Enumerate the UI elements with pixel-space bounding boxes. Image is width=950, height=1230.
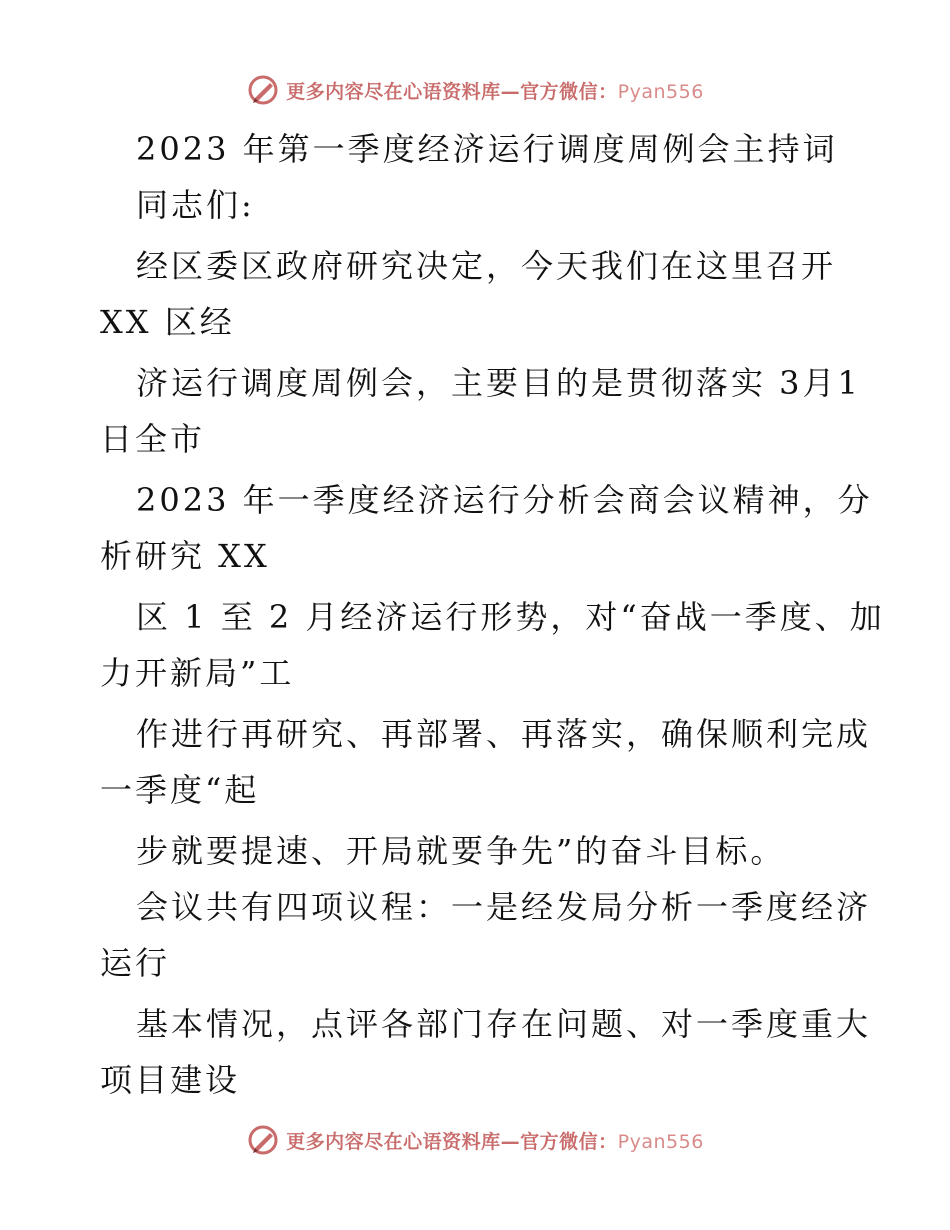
text-line: 会议共有四项议程：一是经发局分析一季度经济 xyxy=(136,888,872,926)
watermark-id: Pyan556 xyxy=(617,80,704,103)
text-line: 析研究 XX xyxy=(100,537,270,575)
text-line: 济运行调度周例会，主要目的是贯彻落实 3月1 xyxy=(136,364,861,402)
text-line: 2023 年第一季度经济运行调度周例会主持词 xyxy=(136,130,838,168)
pen-logo-icon xyxy=(246,1123,280,1157)
header-watermark xyxy=(0,70,950,110)
watermark-text xyxy=(286,1127,704,1154)
watermark-id: Pyan556 xyxy=(617,1130,704,1153)
text-line: 项目建设 xyxy=(100,1061,241,1099)
text-line: 日全市 xyxy=(100,420,206,458)
watermark-text xyxy=(286,77,704,104)
watermark-label: 更多内容尽在心语资料库—官方微信： xyxy=(286,80,618,103)
text-line: 同志们: xyxy=(136,186,255,224)
text-line: 作进行再研究、再部署、再落实，确保顺利完成 xyxy=(136,715,872,753)
footer-watermark xyxy=(0,1120,950,1160)
text-line: 运行 xyxy=(100,944,171,982)
pen-logo-icon xyxy=(246,73,280,107)
text-line: 一季度“起 xyxy=(100,771,260,809)
text-line: 基本情况，点评各部门存在问题、对一季度重大 xyxy=(136,1005,872,1043)
text-line: XX 区经 xyxy=(100,303,235,341)
text-line: 2023 年一季度经济运行分析会商会议精神，分 xyxy=(136,481,873,519)
text-line: 力开新局”工 xyxy=(100,654,295,692)
text-line: 步就要提速、开局就要争先”的奋斗目标。 xyxy=(136,832,786,870)
text-line: 区 1 至 2 月经济运行形势，对“奋战一季度、加 xyxy=(136,598,885,636)
watermark-label: 更多内容尽在心语资料库—官方微信： xyxy=(286,1130,618,1153)
text-line: 经区委区政府研究决定，今天我们在这里召开 xyxy=(136,247,837,285)
